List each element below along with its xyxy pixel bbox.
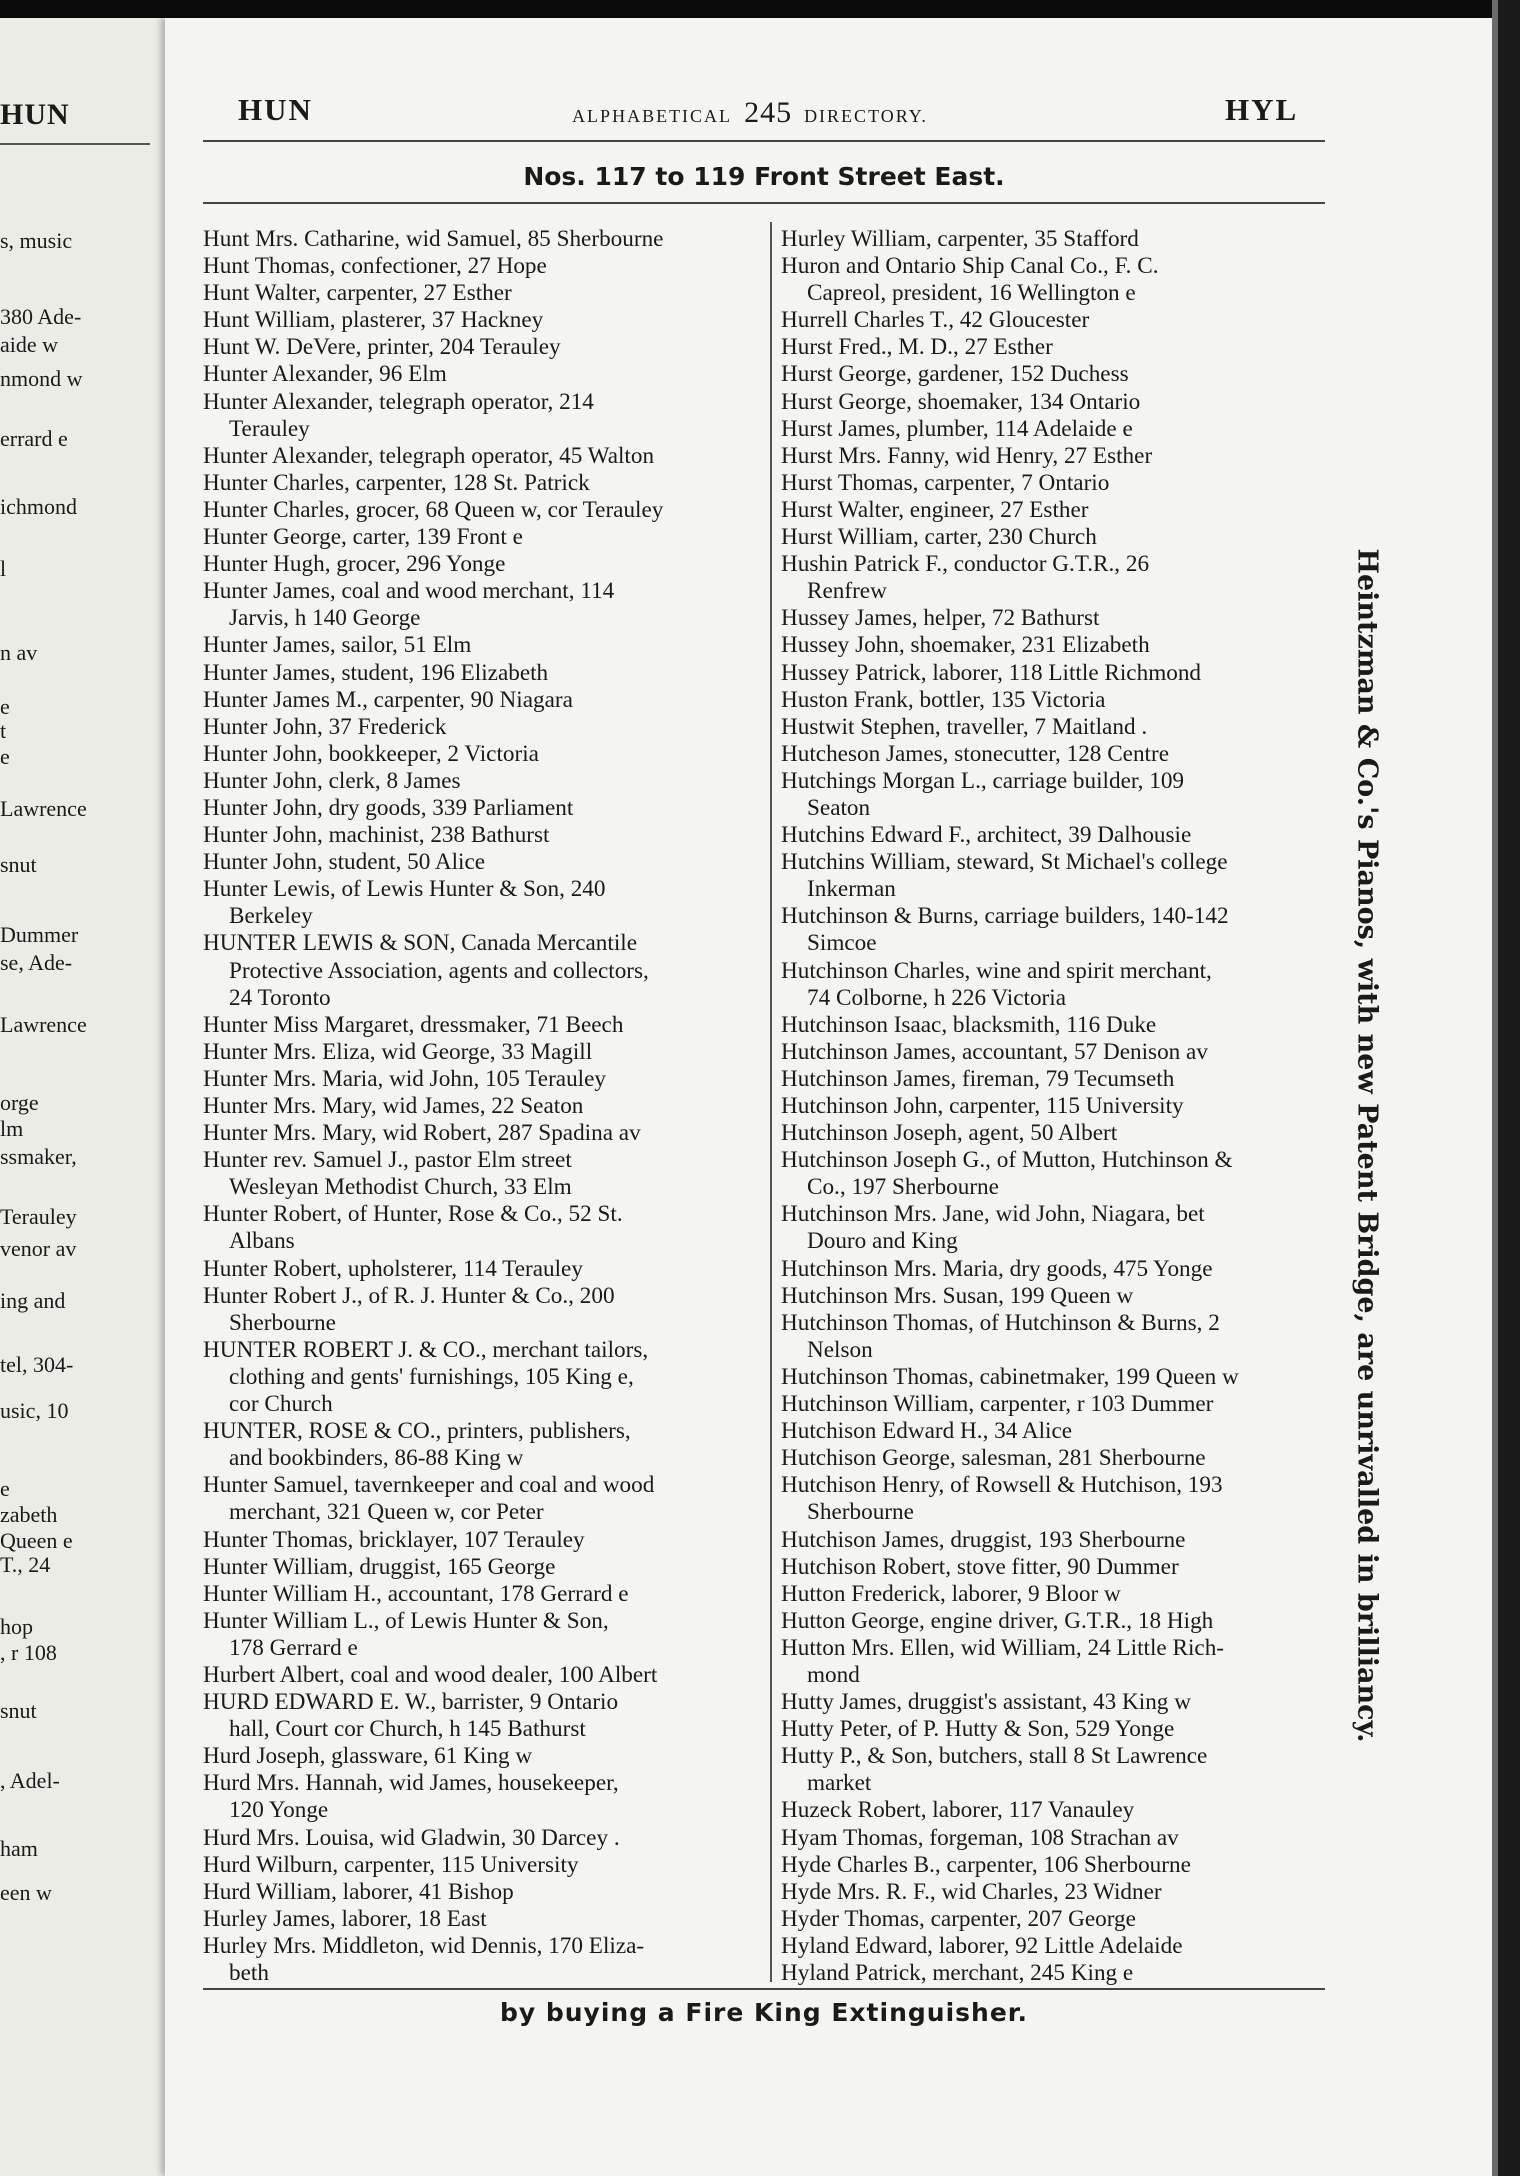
- previous-page-line: snut: [0, 852, 37, 877]
- previous-page-line: s, music: [0, 228, 73, 253]
- scan-right-border: [1498, 0, 1520, 2176]
- entry-line: Hurrell Charles T., 42 Gloucester: [781, 307, 1090, 334]
- entry-line: Hunter Alexander, telegraph operator, 214: [203, 388, 594, 415]
- directory-entry: [781, 1608, 1337, 1635]
- directory-entry: [781, 660, 1337, 687]
- entry-line: Hutchins William, steward, St Michael's college: [781, 849, 1228, 876]
- entry-line: Hutchinson Mrs. Susan, 199 Queen w: [781, 1282, 1134, 1309]
- directory-entry: [781, 903, 1337, 957]
- entry-line: Hunter John, student, 50 Alice: [203, 849, 486, 876]
- entry-continuation: 120 Yonge: [229, 1797, 329, 1824]
- entry-line: Hunter William H., accountant, 178 Gerrard e: [203, 1580, 629, 1607]
- previous-page-line: orge: [0, 1090, 39, 1115]
- entry-line: Hushin Patrick F., conductor G.T.R., 26: [781, 551, 1150, 578]
- entry-line: Hunter James, student, 196 Elizabeth: [203, 659, 549, 686]
- entry-line: Hutty Peter, of P. Hutty & Son, 529 Yonge: [781, 1716, 1175, 1743]
- entry-continuation: Renfrew: [807, 578, 887, 605]
- running-head-center: [520, 96, 980, 130]
- entry-line: Hutchinson Joseph, agent, 50 Albert: [781, 1120, 1118, 1147]
- directory-entry: [781, 1283, 1337, 1310]
- directory-entry: [781, 849, 1337, 903]
- entry-line: Hunter Alexander, telegraph operator, 45 Walton: [203, 442, 655, 469]
- entry-line: Hutty P., & Son, butchers, stall 8 St Lawrence: [781, 1743, 1208, 1770]
- entry-continuation: beth: [229, 1960, 269, 1986]
- entry-line: Hunter Mrs. Mary, wid Robert, 287 Spadina av: [203, 1120, 641, 1147]
- entry-line: HUNTER LEWIS & SON, Canada Mercantile: [203, 930, 638, 957]
- directory-entry: [781, 822, 1337, 849]
- entry-continuation: Terauley: [229, 415, 310, 442]
- entry-line: Hussey Patrick, laborer, 118 Little Richmond: [781, 659, 1202, 686]
- entry-line: Hurst William, carter, 230 Church: [781, 524, 1097, 551]
- directory-entry: [203, 1337, 756, 1418]
- entry-line: Hunter James, sailor, 51 Elm: [203, 632, 472, 659]
- running-head-right: HYL: [1225, 92, 1299, 127]
- directory-entry: [203, 280, 756, 307]
- entry-line: Hunter Miss Margaret, dressmaker, 71 Beech: [203, 1011, 624, 1038]
- previous-page-line: Lawrence: [0, 1012, 87, 1037]
- entry-line: Hunter Alexander, 96 Elm: [203, 361, 447, 388]
- directory-entry: [203, 1120, 756, 1147]
- entry-line: Hyland Edward, laborer, 92 Little Adelaide: [781, 1932, 1183, 1959]
- previous-page-header: HUN: [0, 98, 70, 131]
- directory-entry: [203, 714, 756, 741]
- entry-continuation: Albans: [229, 1228, 295, 1255]
- entry-line: Hyde Mrs. R. F., wid Charles, 23 Widner: [781, 1878, 1162, 1905]
- directory-entry: [203, 524, 756, 551]
- directory-entry: [203, 470, 756, 497]
- entry-line: Hurst George, shoemaker, 134 Ontario: [781, 388, 1141, 415]
- entry-line: Hyde Charles B., carpenter, 106 Sherbourne: [781, 1851, 1191, 1878]
- previous-page-line: se, Ade-: [0, 950, 73, 975]
- directory-entry: [781, 443, 1337, 470]
- previous-page-line: een w: [0, 1880, 52, 1905]
- entry-line: Hutchinson Mrs. Maria, dry goods, 475 Yonge: [781, 1255, 1213, 1282]
- directory-entry: [203, 226, 756, 253]
- directory-entry: [203, 1472, 756, 1526]
- entry-line: Hyder Thomas, carpenter, 207 George: [781, 1905, 1136, 1932]
- directory-entry: [781, 1689, 1337, 1716]
- directory-entry: [203, 660, 756, 687]
- directory-entry: [781, 1256, 1337, 1283]
- directory-entry: [781, 1852, 1337, 1879]
- directory-entry: [781, 361, 1337, 388]
- entry-line: Huston Frank, bottler, 135 Victoria: [781, 686, 1106, 713]
- previous-page-line: errard e: [0, 426, 68, 451]
- footer-advertisement: by buying a Fire King Extinguisher.: [499, 1998, 1029, 2027]
- directory-entry: [781, 958, 1337, 1012]
- entry-continuation: 24 Toronto: [229, 984, 331, 1011]
- directory-entry: [781, 1581, 1337, 1608]
- previous-page-line: ssmaker,: [0, 1144, 77, 1169]
- entry-continuation: Seaton: [807, 794, 871, 821]
- entry-line: Hutchins Edward F., architect, 39 Dalhousie: [781, 822, 1192, 849]
- entry-line: Hunter Robert J., of R. J. Hunter & Co., 200: [203, 1282, 615, 1309]
- entry-line: Hunter John, machinist, 238 Bathurst: [203, 822, 550, 849]
- directory-entry: [203, 795, 756, 822]
- entry-line: Hunter Thomas, bricklayer, 107 Terauley: [203, 1526, 585, 1553]
- directory-entry: [203, 1147, 756, 1201]
- entry-line: Hutchison Edward H., 34 Alice: [781, 1418, 1073, 1445]
- column-divider: [770, 222, 772, 1982]
- entry-line: Hunter Robert, of Hunter, Rose & Co., 52 St.: [203, 1201, 623, 1228]
- directory-entry: [781, 1418, 1337, 1445]
- entry-line: Hyam Thomas, forgeman, 108 Strachan av: [781, 1824, 1179, 1851]
- entry-line: Hunt Thomas, confectioner, 27 Hope: [203, 253, 547, 280]
- entry-line: Hutchinson Thomas, cabinetmaker, 199 Queen w: [781, 1363, 1239, 1390]
- previous-page-line: , r 108: [0, 1640, 57, 1665]
- directory-entry: [781, 768, 1337, 822]
- entry-line: Hurst George, gardener, 152 Duchess: [781, 361, 1129, 388]
- entry-line: Hurley Mrs. Middleton, wid Dennis, 170 Eliza-: [203, 1932, 645, 1959]
- entry-line: Hunter William, druggist, 165 George: [203, 1553, 556, 1580]
- directory-entry: [781, 253, 1337, 307]
- running-head-left: HUN: [238, 92, 313, 127]
- directory-entry: [203, 1906, 756, 1933]
- entry-line: Hutchinson William, carpenter, r 103 Dummer: [781, 1391, 1214, 1418]
- entry-line: Hunter Mrs. Eliza, wid George, 33 Magill: [203, 1038, 593, 1065]
- directory-entry: [781, 1716, 1337, 1743]
- directory-entry: [781, 1554, 1337, 1581]
- directory-entry: [781, 1364, 1337, 1391]
- directory-entry: [781, 1825, 1337, 1852]
- entry-line: Hunter Charles, grocer, 68 Queen w, cor Terauley: [203, 496, 664, 523]
- running-head-directory: DIRECTORY.: [804, 106, 928, 126]
- directory-entry: [203, 1527, 756, 1554]
- directory-entry: [781, 1933, 1337, 1960]
- entry-line: Hutchinson James, fireman, 79 Tecumseth: [781, 1065, 1175, 1092]
- entry-line: Hurd William, laborer, 41 Bishop: [203, 1878, 514, 1905]
- directory-entry: [203, 1933, 756, 1987]
- entry-line: Hutton Frederick, laborer, 9 Bloor w: [781, 1580, 1121, 1607]
- scan-top-border: [0, 0, 1520, 18]
- directory-entry: [203, 876, 756, 930]
- directory-entry: [203, 687, 756, 714]
- directory-entry: [781, 741, 1337, 768]
- previous-page-line: e: [0, 694, 10, 719]
- directory-entry: [203, 1283, 756, 1337]
- entry-line: Hunter Hugh, grocer, 296 Yonge: [203, 551, 506, 578]
- directory-entry: [203, 1879, 756, 1906]
- running-head-alphabetical: ALPHABETICAL: [572, 106, 733, 126]
- entry-continuation: cor Church: [229, 1391, 333, 1418]
- entry-line: Hurd Mrs. Hannah, wid James, housekeeper,: [203, 1770, 619, 1797]
- directory-entry: [781, 334, 1337, 361]
- entry-continuation: Simcoe: [807, 930, 877, 957]
- header-rule: [203, 140, 1325, 142]
- directory-entry: [203, 551, 756, 578]
- entry-line: Hunt Mrs. Catharine, wid Samuel, 85 Sherbourne: [203, 226, 664, 252]
- directory-entry: [781, 551, 1337, 605]
- entry-line: Hunt Walter, carpenter, 27 Esther: [203, 280, 512, 307]
- entry-line: Hunter Charles, carpenter, 128 St. Patrick: [203, 469, 590, 496]
- entry-line: Hurst James, plumber, 114 Adelaide e: [781, 415, 1133, 442]
- directory-entry: [203, 632, 756, 659]
- entry-continuation: 74 Colborne, h 226 Victoria: [807, 984, 1067, 1011]
- directory-entry: [781, 1472, 1337, 1526]
- entry-line: Hussey James, helper, 72 Bathurst: [781, 605, 1100, 632]
- previous-page-line: e: [0, 1476, 10, 1501]
- entry-line: Hurd Joseph, glassware, 61 King w: [203, 1743, 533, 1770]
- entry-continuation: Inkerman: [807, 876, 896, 903]
- directory-entry: [203, 1418, 756, 1472]
- banner-rule: [203, 202, 1325, 204]
- directory-entry: [781, 416, 1337, 443]
- previous-page-line: venor av: [0, 1236, 77, 1261]
- entry-line: Hunt William, plasterer, 37 Hackney: [203, 307, 544, 334]
- right-column: [781, 226, 1337, 1987]
- directory-entry: [781, 1147, 1337, 1201]
- previous-page-line: ing and: [0, 1288, 66, 1313]
- entry-continuation: and bookbinders, 86-88 King w: [229, 1445, 524, 1472]
- directory-entry: [203, 1770, 756, 1824]
- entry-line: Hutchinson Charles, wine and spirit merchant,: [781, 957, 1212, 984]
- entry-continuation: merchant, 321 Queen w, cor Peter: [229, 1499, 544, 1526]
- entry-line: Hurbert Albert, coal and wood dealer, 100 Albert: [203, 1661, 658, 1688]
- entry-line: Hunter John, bookkeeper, 2 Victoria: [203, 740, 539, 767]
- entry-line: Hussey John, shoemaker, 231 Elizabeth: [781, 632, 1150, 659]
- previous-page-line: Lawrence: [0, 796, 87, 821]
- entry-line: Hunter George, carter, 139 Front e: [203, 524, 523, 551]
- entry-continuation: mond: [807, 1661, 860, 1688]
- directory-entry: [203, 389, 756, 443]
- previous-page-line: snut: [0, 1698, 37, 1723]
- previous-page-line: e: [0, 744, 10, 769]
- entry-line: Hunter Mrs. Maria, wid John, 105 Terauley: [203, 1065, 607, 1092]
- directory-entry: [781, 1960, 1337, 1987]
- previous-page-line: ham: [0, 1836, 38, 1861]
- previous-page-line: Dummer: [0, 922, 79, 947]
- entry-line: Hunter John, dry goods, 339 Parliament: [203, 794, 574, 821]
- entry-continuation: Wesleyan Methodist Church, 33 Elm: [229, 1174, 572, 1201]
- directory-entry: [203, 307, 756, 334]
- entry-continuation: Berkeley: [229, 903, 313, 930]
- directory-entry: [781, 1120, 1337, 1147]
- directory-entry: [781, 497, 1337, 524]
- entry-line: Hutcheson James, stonecutter, 128 Centre: [781, 740, 1170, 767]
- directory-entry: [203, 1066, 756, 1093]
- entry-line: Hunter John, clerk, 8 James: [203, 767, 461, 794]
- directory-entry: [781, 307, 1337, 334]
- directory-entry: [203, 741, 756, 768]
- directory-entry: [781, 632, 1337, 659]
- previous-page-line: ichmond: [0, 494, 77, 519]
- entry-line: Hutchinson John, carpenter, 115 University: [781, 1093, 1184, 1119]
- entry-line: Hunter William L., of Lewis Hunter & Son,: [203, 1607, 609, 1634]
- entry-line: Hutchings Morgan L., carriage builder, 109: [781, 767, 1185, 794]
- directory-entry: [203, 1689, 756, 1743]
- entry-line: Hurley James, laborer, 18 East: [203, 1905, 487, 1932]
- previous-page-line: usic, 10: [0, 1398, 69, 1423]
- directory-entry: [203, 578, 756, 632]
- directory-entry: [781, 1906, 1337, 1933]
- entry-line: HUNTER ROBERT J. & CO., merchant tailors,: [203, 1336, 649, 1363]
- directory-entry: [203, 1852, 756, 1879]
- directory-entry: [781, 714, 1337, 741]
- entry-continuation: Protective Association, agents and collectors,: [229, 957, 649, 984]
- directory-entry: [781, 1012, 1337, 1039]
- previous-page-line: T., 24: [0, 1552, 51, 1577]
- entry-line: Hutchinson Thomas, of Hutchinson & Burns, 2: [781, 1309, 1220, 1336]
- entry-line: Hutchinson Mrs. Jane, wid John, Niagara, bet: [781, 1201, 1205, 1228]
- entry-line: Hurst Fred., M. D., 27 Esther: [781, 334, 1053, 361]
- directory-entry: [781, 1039, 1337, 1066]
- entry-continuation: Douro and King: [807, 1228, 958, 1255]
- directory-entry: [781, 226, 1337, 253]
- directory-entry: [203, 443, 756, 470]
- entry-line: Hutton Mrs. Ellen, wid William, 24 Little Rich-: [781, 1634, 1225, 1661]
- entry-continuation: Co., 197 Sherbourne: [807, 1174, 999, 1201]
- directory-entry: [781, 1445, 1337, 1472]
- left-column: [203, 226, 756, 1987]
- directory-entry: [781, 1201, 1337, 1255]
- directory-entry: [203, 497, 756, 524]
- previous-page-line: Terauley: [0, 1204, 77, 1229]
- directory-entry: [203, 849, 756, 876]
- entry-line: Hunter James, coal and wood merchant, 114: [203, 578, 615, 605]
- previous-page-fragment: [0, 18, 165, 2176]
- entry-line: Hutchison James, druggist, 193 Sherbourne: [781, 1526, 1186, 1553]
- directory-entry: [781, 1879, 1337, 1906]
- directory-entry: [781, 1391, 1337, 1418]
- directory-entry: [781, 470, 1337, 497]
- directory-entry: [203, 1743, 756, 1770]
- previous-page-line: lm: [0, 1116, 24, 1141]
- entry-line: Hutchison George, salesman, 281 Sherbourne: [781, 1445, 1206, 1472]
- entry-line: Hutty James, druggist's assistant, 43 King w: [781, 1689, 1191, 1716]
- entry-continuation: hall, Court cor Church, h 145 Bathurst: [229, 1716, 586, 1743]
- entry-continuation: market: [807, 1770, 872, 1797]
- entry-line: Hutchinson Joseph G., of Mutton, Hutchinson &: [781, 1147, 1233, 1174]
- previous-page-line: 380 Ade-: [0, 304, 82, 329]
- entry-continuation: Jarvis, h 140 George: [229, 605, 421, 632]
- entry-line: Hutchison Robert, stove fitter, 90 Dummer: [781, 1553, 1179, 1580]
- directory-entry: [781, 389, 1337, 416]
- directory-entry: [203, 822, 756, 849]
- directory-entry: [203, 768, 756, 795]
- entry-line: Hurd Wilburn, carpenter, 115 University: [203, 1851, 579, 1878]
- entry-continuation: Sherbourne: [229, 1309, 336, 1336]
- previous-page-line: zabeth: [0, 1502, 58, 1527]
- directory-entry: [203, 1581, 756, 1608]
- entry-continuation: Nelson: [807, 1336, 873, 1363]
- previous-page-line: tel, 304-: [0, 1352, 74, 1377]
- entry-line: Hutchison Henry, of Rowsell & Hutchison, 193: [781, 1472, 1223, 1499]
- entry-line: Huzeck Robert, laborer, 117 Vanauley: [781, 1797, 1135, 1824]
- side-advertisement-text: Heintzman & Co.'s Pianos, with new Patent Bridge, are unrivalled in brilliancy.: [1351, 547, 1383, 1743]
- previous-page-line: nmond w: [0, 366, 83, 391]
- directory-entry: [781, 1797, 1337, 1824]
- previous-page-line: l: [0, 556, 7, 581]
- directory-entry: [203, 253, 756, 280]
- directory-entry: [781, 524, 1337, 551]
- entry-line: Hutchinson & Burns, carriage builders, 140-142: [781, 903, 1229, 930]
- entry-line: Hyland Patrick, merchant, 245 King e: [781, 1960, 1134, 1986]
- directory-entry: [203, 1012, 756, 1039]
- directory-entry: [781, 605, 1337, 632]
- entry-line: Hunter Lewis, of Lewis Hunter & Son, 240: [203, 876, 606, 903]
- directory-entry: [781, 1743, 1337, 1797]
- previous-page-line: n av: [0, 640, 38, 665]
- directory-entry: [203, 1554, 756, 1581]
- directory-entry: [781, 1093, 1337, 1120]
- directory-entry: [203, 930, 756, 1011]
- entry-line: Hurd Mrs. Louisa, wid Gladwin, 30 Darcey .: [203, 1824, 620, 1851]
- entry-line: Hutton George, engine driver, G.T.R., 18 High: [781, 1607, 1214, 1634]
- directory-entry: [203, 361, 756, 388]
- previous-page-line: , Adel-: [0, 1768, 60, 1793]
- previous-page-line: aide w: [0, 332, 59, 357]
- entry-line: Hunt W. DeVere, printer, 204 Terauley: [203, 334, 561, 361]
- entry-line: Hunter Mrs. Mary, wid James, 22 Seaton: [203, 1093, 584, 1119]
- side-advertisement: [1343, 540, 1391, 1750]
- directory-entry: [781, 1527, 1337, 1554]
- entry-line: Huron and Ontario Ship Canal Co., F. C.: [781, 253, 1159, 280]
- entry-line: Hunter John, 37 Frederick: [203, 713, 447, 740]
- entry-line: Hutchinson Isaac, blacksmith, 116 Duke: [781, 1011, 1157, 1038]
- directory-entry: [203, 1093, 756, 1120]
- entry-line: Hunter Samuel, tavernkeeper and coal and wood: [203, 1472, 655, 1499]
- page-number: 245: [744, 96, 793, 129]
- entry-continuation: Capreol, president, 16 Wellington e: [807, 280, 1136, 307]
- address-banner: Nos. 117 to 119 Front Street East.: [523, 162, 1005, 191]
- entry-line: Hunter Robert, upholsterer, 114 Terauley: [203, 1255, 583, 1282]
- entry-line: Hurst Walter, engineer, 27 Esther: [781, 496, 1089, 523]
- previous-page-rule: [0, 143, 150, 145]
- directory-entry: [203, 1608, 756, 1662]
- entry-line: Hutchinson James, accountant, 57 Denison av: [781, 1038, 1208, 1065]
- directory-entry: [781, 1066, 1337, 1093]
- entry-line: Hurst Mrs. Fanny, wid Henry, 27 Esther: [781, 442, 1153, 469]
- entry-line: Hunter James M., carpenter, 90 Niagara: [203, 686, 573, 713]
- directory-entry: [203, 1201, 756, 1255]
- directory-entry: [203, 1662, 756, 1689]
- directory-entry: [203, 1256, 756, 1283]
- previous-page-line: t: [0, 718, 7, 743]
- entry-line: Hurst Thomas, carpenter, 7 Ontario: [781, 469, 1110, 496]
- entry-line: Hustwit Stephen, traveller, 7 Maitland .: [781, 713, 1148, 740]
- directory-entry: [781, 1635, 1337, 1689]
- entry-continuation: 178 Gerrard e: [229, 1634, 358, 1661]
- entry-line: HURD EDWARD E. W., barrister, 9 Ontario: [203, 1689, 619, 1716]
- entry-continuation: Sherbourne: [807, 1499, 914, 1526]
- directory-entry: [781, 687, 1337, 714]
- directory-entry: [203, 334, 756, 361]
- previous-page-line: hop: [0, 1614, 33, 1639]
- previous-page-line: Queen e: [0, 1528, 73, 1553]
- entry-line: Hurley William, carpenter, 35 Stafford: [781, 226, 1139, 252]
- directory-entry: [781, 1310, 1337, 1364]
- directory-entry: [203, 1825, 756, 1852]
- directory-entry: [203, 1039, 756, 1066]
- footer-rule: [203, 1988, 1325, 1990]
- entry-line: Hunter rev. Samuel J., pastor Elm street: [203, 1147, 572, 1174]
- entry-line: HUNTER, ROSE & CO., printers, publishers,: [203, 1418, 631, 1445]
- entry-continuation: clothing and gents' furnishings, 105 King e,: [229, 1363, 634, 1390]
